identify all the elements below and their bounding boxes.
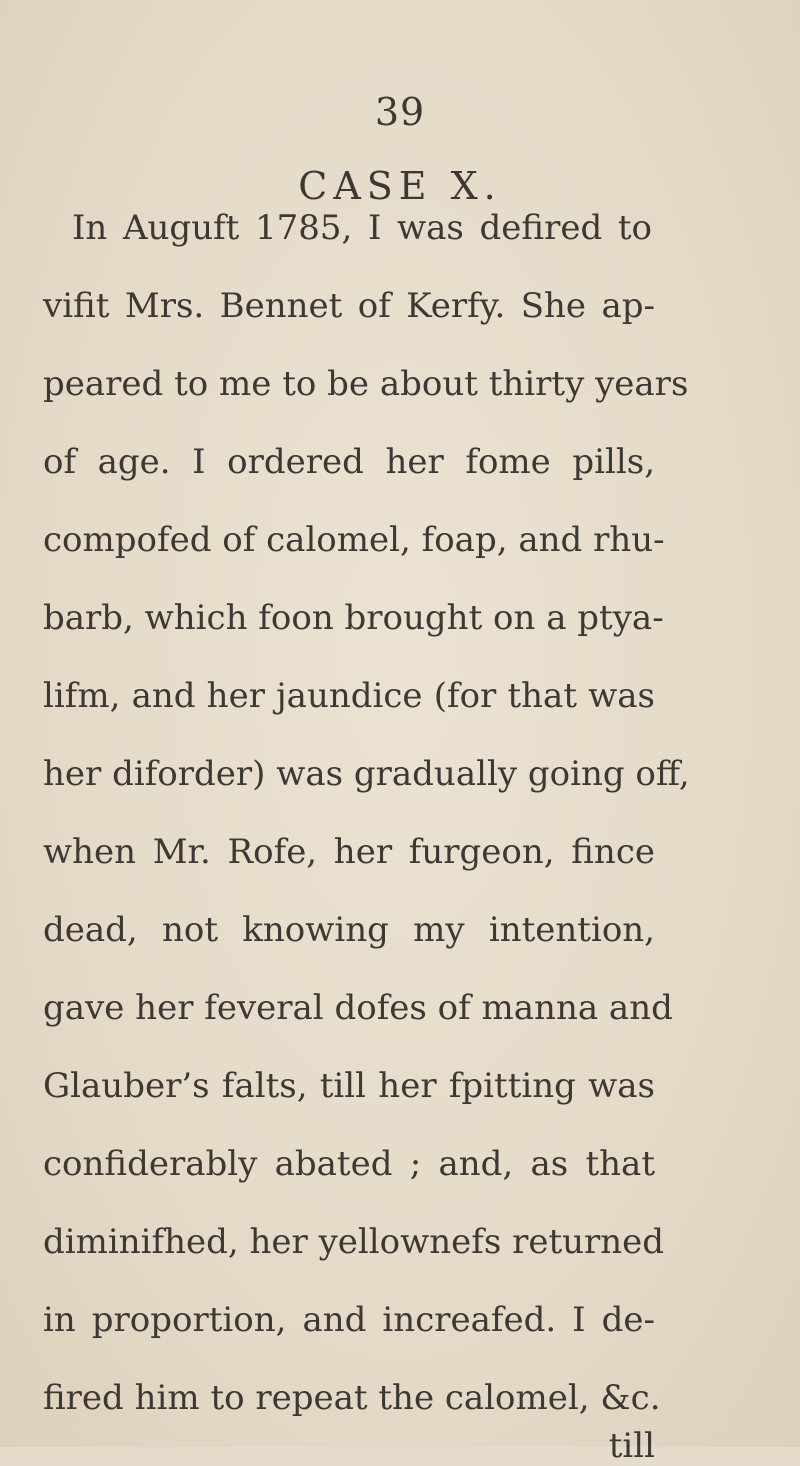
text-line: of age. I ordered her fome pills,: [43, 442, 655, 482]
text-line: peared to me to be about thirty years: [43, 364, 689, 404]
text-line: compofed of calomel, foap, and rhu-: [43, 520, 665, 560]
case-heading: CASE X.: [298, 164, 502, 208]
text-line: gave her feveral dofes of manna and: [43, 988, 673, 1028]
page-number: 39: [374, 90, 426, 134]
text-line: when Mr. Rofe, her furgeon, fince: [43, 832, 655, 872]
text-line: confiderably abated ; and, as that: [43, 1144, 655, 1184]
text-line: her diforder) was gradually going off,: [43, 754, 690, 794]
text-line: In Auguft 1785, I was defired to: [72, 208, 652, 248]
catchword: till: [608, 1426, 655, 1466]
text-line: dead, not knowing my intention,: [43, 910, 655, 950]
text-line: vifit Mrs. Bennet of Kerfy. She ap-: [43, 286, 655, 326]
text-line: lifm, and her jaundice (for that was: [43, 676, 655, 716]
text-line: diminifhed, her yellownefs returned: [43, 1222, 665, 1262]
text-line: in proportion, and increafed. I de-: [43, 1300, 655, 1340]
text-line: fired him to repeat the calomel, &c.: [43, 1378, 661, 1418]
text-line: Glauber’s falts, till her fpitting was: [43, 1066, 655, 1106]
text-line: barb, which foon brought on a ptya-: [43, 598, 664, 638]
